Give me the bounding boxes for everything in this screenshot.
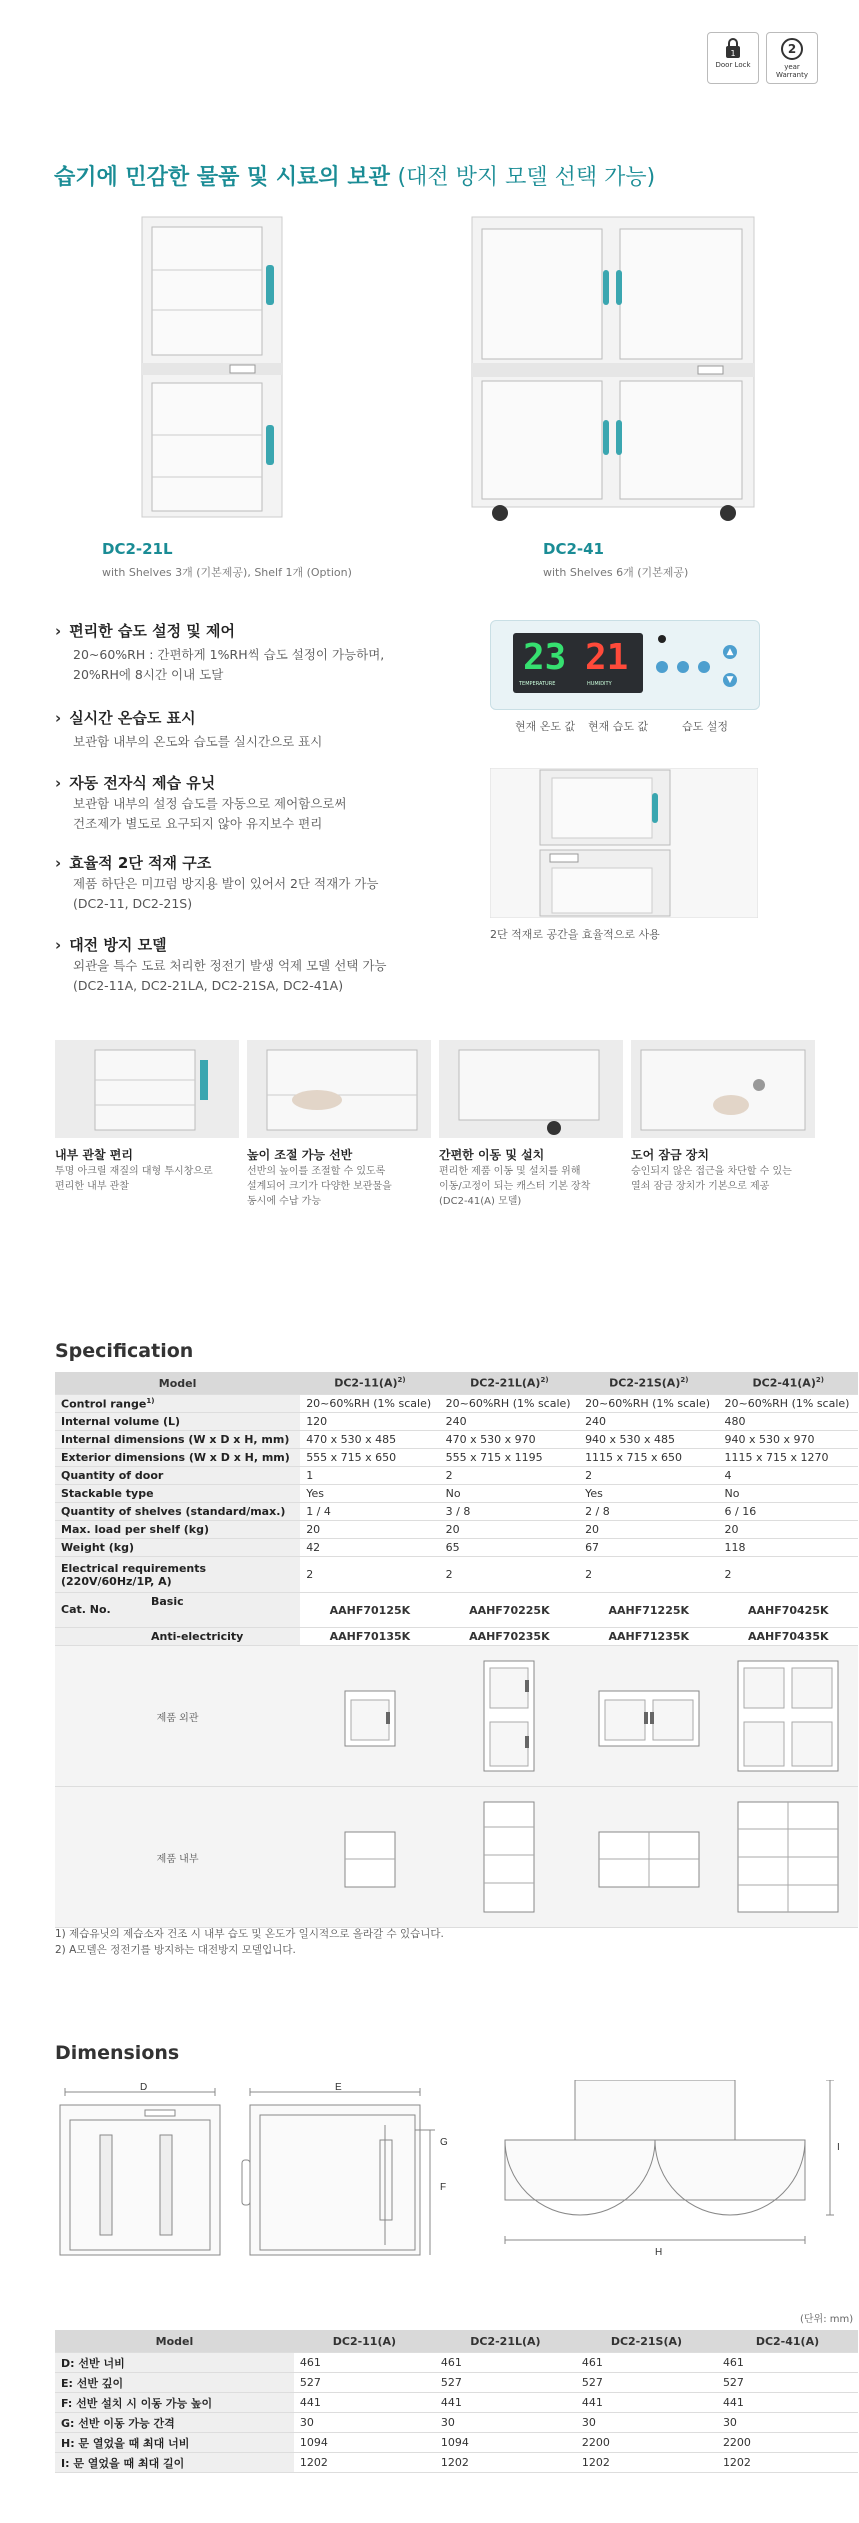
feature-title: › 실시간 온습도 표시 bbox=[55, 707, 196, 728]
exterior-dc2-21l bbox=[449, 1656, 569, 1776]
indicator-led bbox=[658, 635, 666, 643]
table-row: F: 선반 설치 시 이동 가능 높이 441 441 441 441 bbox=[55, 2393, 858, 2413]
exterior-dc2-11 bbox=[310, 1676, 430, 1756]
table-row: Internal volume (L) 120 240 240 480 bbox=[55, 1413, 858, 1431]
gallery-image-1 bbox=[55, 1040, 239, 1138]
dimensions-title: Dimensions bbox=[55, 2042, 180, 2064]
temperature-value: 23 bbox=[523, 637, 567, 678]
table-row: D: 선반 너비 461 461 461 461 bbox=[55, 2353, 858, 2373]
down-arrow-icon[interactable]: ▼ bbox=[723, 673, 737, 687]
stacked-unit-image bbox=[490, 768, 758, 918]
exterior-dc2-41 bbox=[728, 1656, 848, 1776]
humidity-label: HUMIDITY bbox=[587, 681, 612, 687]
dimension-drawings bbox=[55, 2080, 845, 2295]
gallery-image-4 bbox=[631, 1040, 815, 1138]
exterior-dc2-21s bbox=[589, 1676, 709, 1756]
power-button[interactable] bbox=[656, 661, 668, 673]
door-lock-badge bbox=[707, 32, 759, 84]
lock-icon bbox=[724, 37, 742, 59]
mode-button[interactable] bbox=[677, 661, 689, 673]
table-row-exterior-images: 제품 외관 bbox=[55, 1646, 858, 1787]
warranty-label: year Warranty bbox=[775, 63, 808, 79]
table-row: Max. load per shelf (kg) 20 20 20 20 bbox=[55, 1521, 858, 1539]
feature-text: 외관을 특수 도료 처리한 정전기 발생 억제 모델 선택 가능 (DC2-11A, DC2-21LA, DC2-21SA, DC2-41A) bbox=[73, 958, 387, 993]
dim-letter-i: I bbox=[837, 2142, 840, 2153]
dc2-21l-image bbox=[140, 215, 290, 525]
table-row: Weight (kg) 42 65 67 118 bbox=[55, 1539, 858, 1557]
dim-letter-d: D bbox=[140, 2082, 148, 2093]
set-button[interactable] bbox=[698, 661, 710, 673]
spec-header: $DC2-21S(A)^{2)}$ bbox=[579, 1372, 718, 1395]
table-row: H: 문 열었을 때 최대 너비 1094 1094 2200 2200 bbox=[55, 2433, 858, 2453]
stack-caption: 2단 적재로 공간을 효율적으로 사용 bbox=[490, 928, 660, 941]
table-row: Quantity of door 1 2 2 4 bbox=[55, 1467, 858, 1485]
hero-subtitle: (대전 방지 모델 선택 가능) bbox=[397, 165, 656, 190]
table-row-interior-images: 제품 내부 bbox=[55, 1787, 858, 1928]
table-row: Quantity of shelves (standard/max.) 1 / 4 3 / 8 2 / 8 6 / 16 bbox=[55, 1503, 858, 1521]
temperature-label: TEMPERATURE bbox=[519, 681, 556, 687]
dim-letter-h: H bbox=[655, 2247, 663, 2258]
spec-title: Specification bbox=[55, 1340, 194, 1362]
table-row: Cat. No. Basic AAHF70125K AAHF70225K AAHF71225K AAHF70425K bbox=[55, 1593, 858, 1628]
model-name-dc2-21l: DC2-21L bbox=[102, 540, 173, 558]
spec-table bbox=[55, 1372, 858, 1928]
cat-basic-label: Basic bbox=[151, 1595, 184, 1608]
display-caption-setting: 습도 설정 bbox=[682, 720, 729, 733]
feature-text: 20~60%RH : 간편하게 1%RH씩 습도 설정이 가능하며, 20%RH에 8시간 이내 도달 bbox=[73, 647, 385, 682]
spec-header: $DC2-11(A)^{2)}$ bbox=[300, 1372, 439, 1395]
model-name-dc2-41: DC2-41 bbox=[543, 540, 604, 558]
feature-text: 제품 하단은 미끄럼 방지용 발이 있어서 2단 적재가 가능 (DC2-11, DC2-21S) bbox=[73, 876, 379, 911]
feature-text: 보관함 내부의 온도와 습도를 실시간으로 표시 bbox=[73, 734, 323, 749]
door-lock-label: Door Lock bbox=[715, 61, 751, 69]
table-row: Internal dimensions (W x D x H, mm) 470 x 530 x 485 470 x 530 x 970 940 x 530 x 485 940 x 530 x 970 bbox=[55, 1431, 858, 1449]
spec-header: $DC2-41(A)^{2)}$ bbox=[719, 1372, 859, 1395]
dim-letter-f: F bbox=[440, 2182, 447, 2193]
model-desc-dc2-41: with Shelves 6개 (기본제공) bbox=[543, 566, 689, 579]
warranty-icon bbox=[780, 37, 804, 61]
feature-title: › 효율적 2단 적재 구조 bbox=[55, 852, 211, 873]
interior-dc2-11 bbox=[310, 1817, 430, 1897]
svg-text:1: 1 bbox=[730, 49, 736, 58]
gallery-title: 간편한 이동 및 설치 bbox=[439, 1148, 545, 1162]
table-row: Electrical requirements (220V/60Hz/1P, A) 2 2 2 2 bbox=[55, 1557, 858, 1593]
feature-title: › 자동 전자식 제습 유닛 bbox=[55, 772, 215, 793]
gallery-text: 승인되지 않은 접근을 차단할 수 있는 열쇠 잠금 장치가 기본으로 제공 bbox=[631, 1166, 792, 1192]
spec-notes: 1) 제습유닛의 제습소자 건조 시 내부 습도 및 온도가 일시적으로 올라갈 수 있습니다. 2) A모델은 정전기를 방지하는 대전방지 모델입니다. bbox=[55, 1928, 444, 1956]
feature-text: 보관함 내부의 설정 습도를 자동으로 제어함으로써 건조제가 별도로 요구되지 않아 유지보수 편리 bbox=[73, 796, 347, 831]
table-row: Stackable type Yes No Yes No bbox=[55, 1485, 858, 1503]
spec-header: Model bbox=[55, 1372, 300, 1395]
feature-title: › 편리한 습도 설정 및 제어 bbox=[55, 620, 235, 641]
table-row: Anti-electricity AAHF70135K AAHF70235K AAHF71235K AAHF70435K bbox=[55, 1628, 858, 1646]
hero-title-main: 습기에 민감한 물품 및 시료의 보관 bbox=[54, 165, 390, 190]
interior-dc2-21s bbox=[589, 1817, 709, 1897]
display-caption-temp: 현재 온도 값 bbox=[515, 720, 576, 733]
humidity-value: 21 bbox=[585, 637, 629, 678]
dims-header-row: Model DC2-11(A) DC2-21L(A) DC2-21S(A) DC2-41(A) bbox=[55, 2330, 858, 2353]
table-row: I: 문 열었을 때 최대 길이 1202 1202 1202 1202 bbox=[55, 2453, 858, 2473]
gallery-image-2 bbox=[247, 1040, 431, 1138]
gallery-image-3 bbox=[439, 1040, 623, 1138]
gallery-text: 선반의 높이를 조절할 수 있도록 설계되어 크기가 다양한 보관물을 동시에 수납 가능 bbox=[247, 1166, 392, 1207]
table-row: E: 선반 깊이 527 527 527 527 bbox=[55, 2373, 858, 2393]
dc2-41-image bbox=[470, 215, 760, 525]
dim-letter-e: E bbox=[335, 2082, 342, 2093]
interior-dc2-41 bbox=[728, 1797, 848, 1917]
gallery-title: 내부 관찰 편리 bbox=[55, 1148, 133, 1162]
spec-header-row bbox=[55, 1372, 858, 1395]
dimension-unit: (단위: mm) bbox=[800, 2314, 854, 2325]
dimensions-table bbox=[55, 2330, 858, 2473]
warranty-badge bbox=[766, 32, 818, 84]
display-caption-humidity: 현재 습도 값 bbox=[588, 720, 649, 733]
gallery-title: 도어 잠금 장치 bbox=[631, 1148, 709, 1162]
gallery-title: 높이 조절 가능 선반 bbox=[247, 1148, 353, 1162]
table-row: G: 선반 이동 가능 간격 30 30 30 30 bbox=[55, 2413, 858, 2433]
svg-text:2: 2 bbox=[787, 42, 797, 56]
table-row: Control range$^{1)}$ 20~60%RH (1% scale) 20~60%RH (1% scale) 20~60%RH (1% scale) 20~60%RH (1% scale) bbox=[55, 1395, 858, 1413]
gallery-text: 투명 아크릴 재질의 대형 투시창으로 편리한 내부 관찰 bbox=[55, 1166, 213, 1192]
feature-title: › 대전 방지 모델 bbox=[55, 934, 167, 955]
spec-header: $DC2-21L(A)^{2)}$ bbox=[440, 1372, 579, 1395]
table-row: Exterior dimensions (W x D x H, mm) 555 x 715 x 650 555 x 715 x 1195 1115 x 715 x 650 1115 x 715 x 1270 bbox=[55, 1449, 858, 1467]
up-arrow-icon[interactable]: ▲ bbox=[723, 645, 737, 659]
gallery-text: 편리한 제품 이동 및 설치를 위해 이동/고정이 되는 캐스터 기본 장착 (DC2-41(A) 모델) bbox=[439, 1166, 591, 1207]
cat-no-label: Cat. No. bbox=[61, 1603, 111, 1616]
model-desc-dc2-21l: with Shelves 3개 (기본제공), Shelf 1개 (Option) bbox=[102, 566, 352, 579]
digital-display bbox=[513, 633, 643, 693]
control-panel bbox=[490, 620, 760, 710]
dim-letter-g: G bbox=[440, 2137, 448, 2148]
interior-dc2-21l bbox=[449, 1797, 569, 1917]
hero-title bbox=[54, 160, 655, 191]
